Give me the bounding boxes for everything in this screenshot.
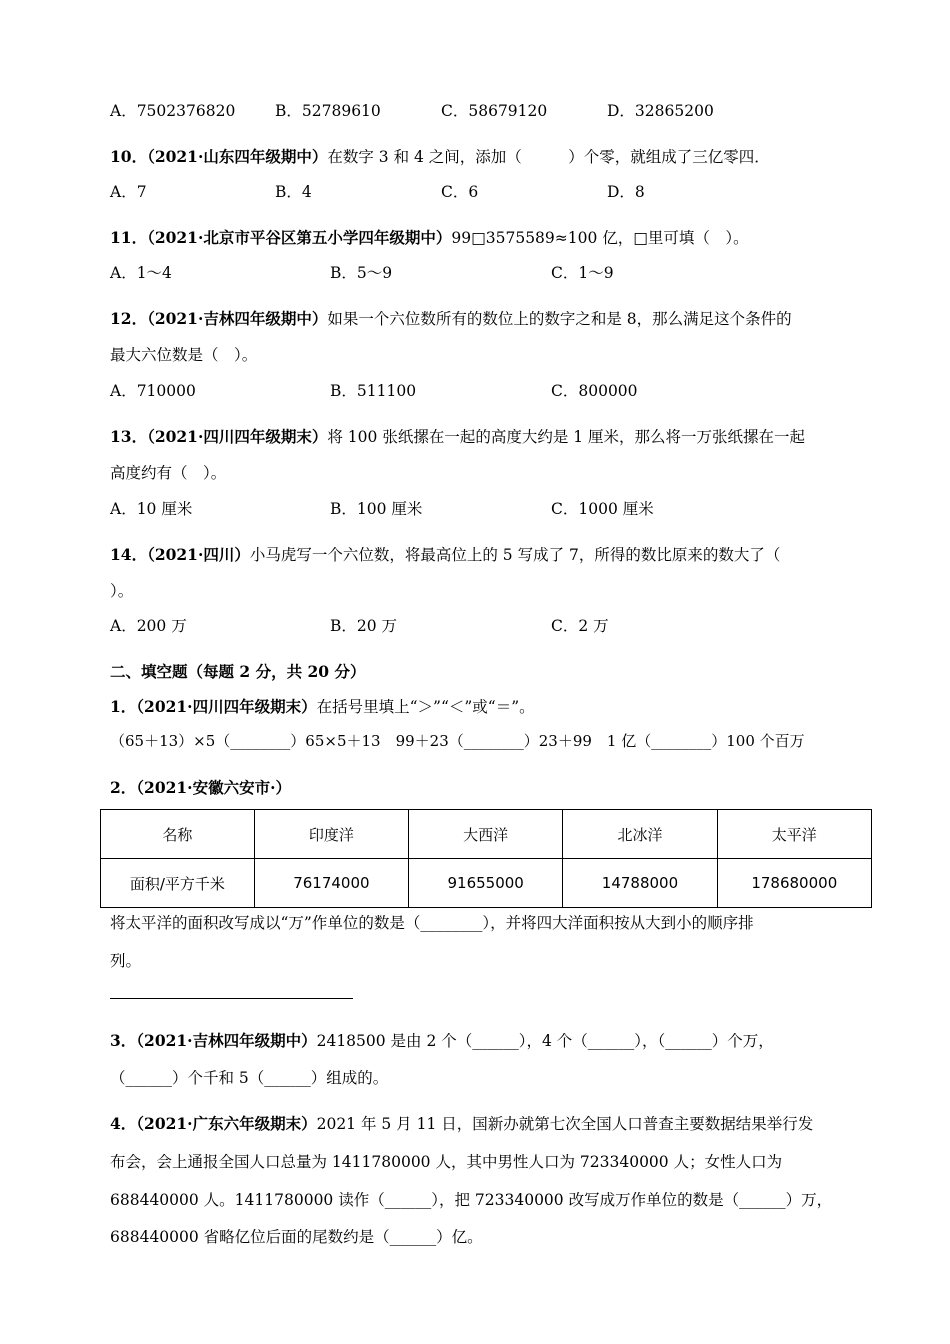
f2-question: [110, 778, 291, 798]
q9-option-a: A．7502376820: [110, 102, 236, 120]
q13-option-a: A．10 厘米: [110, 500, 193, 518]
table-header-cell: 大西洋: [409, 810, 563, 859]
table-header-cell: 印度洋: [254, 810, 408, 859]
q11-text: 99□3575589≈100 亿，□里可填（ ）。: [451, 229, 749, 247]
q12-option-c: C．800000: [551, 382, 638, 400]
table-cell: 14788000: [563, 859, 717, 908]
f2-number: 2．: [110, 778, 137, 797]
f3-source: （2021·吉林四年级期中）: [136, 1031, 317, 1050]
q13-text-cont: 高度约有（ ）。: [110, 464, 227, 482]
table-header-cell: 太平洋: [717, 810, 871, 859]
table-row: [101, 859, 872, 908]
ocean-area-table: [100, 809, 872, 908]
q14-question: [110, 545, 780, 565]
f2-text: 将太平洋的面积改写成以“万”作单位的数是（________），并将四大洋面积按从大到小的顺序排: [110, 914, 754, 932]
f4-number: 4．: [110, 1114, 137, 1133]
f4-text-line4: 688440000 省略亿位后面的尾数约是（______）亿。: [110, 1228, 483, 1246]
f1-number: 1．: [110, 697, 137, 716]
table-header-row: [101, 810, 872, 859]
section-heading-fill-in: 二、填空题（每题 2 分，共 20 分）: [110, 662, 366, 681]
f1-comparisons: （65＋13）×5（________）65×5＋13 99＋23（________）23＋99 1 亿（________）100 个百万: [110, 732, 805, 750]
f3-question: [110, 1031, 774, 1051]
q12-option-b: B．511100: [330, 382, 417, 400]
table-header-cell: 北冰洋: [563, 810, 717, 859]
q13-text: 将 100 张纸摞在一起的高度大约是 1 厘米，那么将一万张纸摞在一起: [327, 428, 806, 446]
q12-text-cont: 最大六位数是（ ）。: [110, 346, 258, 364]
q10-number: 10．: [110, 147, 148, 166]
q10-option-c: C．6: [441, 183, 479, 201]
q13-source: （2021·四川四年级期末）: [147, 427, 328, 446]
q11-option-b: B．5～9: [330, 264, 393, 282]
table-cell: 76174000: [254, 859, 408, 908]
q13-number: 13．: [110, 427, 148, 446]
q11-source: （2021·北京市平谷区第五小学四年级期中）: [147, 228, 452, 247]
q11-option-a: A．1～4: [110, 264, 172, 282]
answer-blank-line: [110, 998, 353, 999]
q10-option-a: A．7: [110, 183, 147, 201]
table-cell: 91655000: [409, 859, 563, 908]
q14-option-c: C．2 万: [551, 617, 609, 635]
q13-question: [110, 427, 805, 447]
q11-number: 11．: [110, 228, 148, 247]
q14-text-cont: ）。: [110, 582, 134, 600]
f2-text-cont: 列。: [110, 952, 142, 970]
f4-text: 2021 年 5 月 11 日，国新办就第七次全国人口普查主要数据结果举行发: [316, 1115, 814, 1133]
f4-text-line2: 布会，会上通报全国人口总量为 1411780000 人，其中男性人口为 723340000 人；女性人口为: [110, 1153, 783, 1171]
f3-text: 2418500 是由 2 个（______），4 个（______），（______）个万，: [316, 1032, 774, 1050]
q10-source: （2021·山东四年级期中）: [147, 147, 328, 166]
q12-option-a: A．710000: [110, 382, 196, 400]
f3-number: 3．: [110, 1031, 137, 1050]
q9-option-d: D．32865200: [607, 102, 714, 120]
table-header-cell: 名称: [101, 810, 255, 859]
q9-option-c: C．58679120: [441, 102, 548, 120]
q14-option-a: A．200 万: [110, 617, 187, 635]
q10-question: [110, 147, 770, 167]
q13-option-b: B．100 厘米: [330, 500, 423, 518]
f4-text-line3: 688440000 人。1411780000 读作（______），把 723340000 改写成万作单位的数是（______）万，: [110, 1191, 833, 1209]
table-cell: 178680000: [717, 859, 871, 908]
q14-number: 14．: [110, 545, 148, 564]
q10-option-b: B．4: [275, 183, 312, 201]
f4-source: （2021·广东六年级期末）: [136, 1114, 317, 1133]
q10-text: 在数字 3 和 4 之间，添加（ ）个零，就组成了三亿零四．: [327, 148, 770, 166]
q12-number: 12．: [110, 309, 148, 328]
f1-source: （2021·四川四年级期末）: [136, 697, 317, 716]
f1-question: [110, 697, 535, 717]
f4-question: [110, 1114, 813, 1134]
q11-question: [110, 228, 749, 248]
table-cell: 面积/平方千米: [101, 859, 255, 908]
f3-text-cont: （______）个千和 5（______）组成的。: [110, 1069, 389, 1087]
q12-source: （2021·吉林四年级期中）: [147, 309, 328, 328]
q14-option-b: B．20 万: [330, 617, 398, 635]
q12-question: [110, 309, 792, 329]
q11-option-c: C．1～9: [551, 264, 614, 282]
f1-text: 在括号里填上“＞”“＜”或“＝”。: [316, 698, 535, 716]
q14-text: 小马虎写一个六位数，将最高位上的 5 写成了 7，所得的数比原来的数大了（: [249, 546, 781, 564]
q12-text: 如果一个六位数所有的数位上的数字之和是 8，那么满足这个条件的: [327, 310, 792, 328]
q13-option-c: C．1000 厘米: [551, 500, 654, 518]
q9-option-b: B．52789610: [275, 102, 381, 120]
q14-source: （2021·四川）: [147, 545, 250, 564]
f2-source: （2021·安徽六安市·）: [136, 778, 291, 797]
q10-option-d: D．8: [607, 183, 645, 201]
